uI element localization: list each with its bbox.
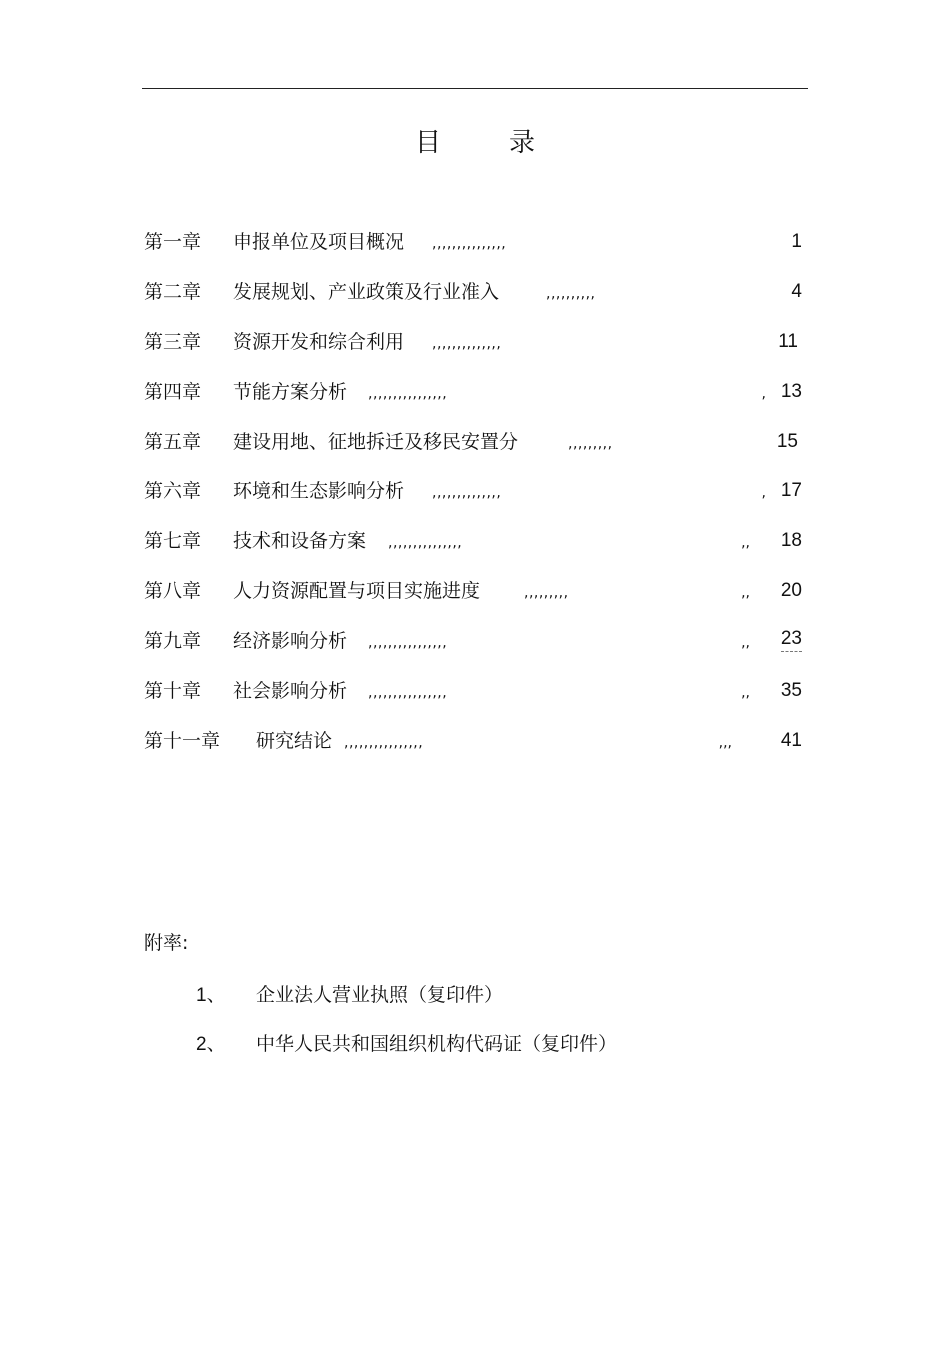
toc-page: 17 bbox=[780, 480, 802, 502]
toc-dots: ,,,,,,,,,, bbox=[546, 285, 596, 302]
appendix-item-text: 中华人民共和国组织机构代码证（复印件） bbox=[256, 1033, 618, 1055]
toc-leader: , bbox=[761, 385, 766, 402]
toc-chapter: 第十一章 bbox=[144, 729, 221, 752]
toc-dots: ,,,,,,,,, bbox=[568, 435, 613, 452]
toc-row[interactable] bbox=[144, 428, 806, 478]
toc-page: 15 bbox=[776, 430, 798, 452]
toc-leader: ,, bbox=[741, 585, 750, 602]
appendix-item-number: 2、 bbox=[196, 1034, 226, 1055]
toc-chapter: 第十章 bbox=[144, 680, 202, 703]
toc-row[interactable] bbox=[144, 378, 806, 428]
toc-leader: , bbox=[761, 485, 766, 502]
toc-dots: ,,,,,,,,,,,,,,, bbox=[432, 236, 507, 252]
toc-page: 20 bbox=[780, 580, 802, 602]
toc-row[interactable] bbox=[144, 727, 806, 777]
toc-page: 1 bbox=[791, 231, 802, 252]
toc-row[interactable] bbox=[144, 477, 806, 527]
toc-chapter: 第九章 bbox=[144, 630, 202, 653]
toc-chapter: 第三章 bbox=[144, 330, 202, 353]
toc-chapter: 第七章 bbox=[144, 530, 202, 553]
toc-row[interactable] bbox=[144, 577, 806, 627]
toc-leader: ,,, bbox=[718, 734, 732, 751]
toc-dots: ,,,,,,,,, bbox=[524, 585, 569, 602]
table-of-contents bbox=[144, 228, 806, 777]
toc-chapter: 第一章 bbox=[144, 231, 202, 253]
toc-page: 11 bbox=[778, 330, 798, 352]
toc-row[interactable] bbox=[144, 278, 806, 328]
toc-dots: ,,,,,,,,,,,,,,, bbox=[388, 535, 463, 552]
toc-dots: ,,,,,,,,,,,,,,,, bbox=[344, 734, 424, 751]
toc-chapter: 第二章 bbox=[144, 280, 202, 303]
toc-leader: ,, bbox=[741, 535, 750, 552]
toc-dots: ,,,,,,,,,,,,,,,, bbox=[368, 635, 448, 652]
toc-dots: ,,,,,,,,,,,,,, bbox=[432, 335, 502, 352]
toc-row[interactable] bbox=[144, 527, 806, 577]
toc-row[interactable] bbox=[144, 328, 806, 378]
toc-dots: ,,,,,,,,,,,,,,,, bbox=[368, 385, 448, 402]
toc-leader: ,, bbox=[741, 635, 750, 652]
toc-row[interactable] bbox=[144, 228, 806, 278]
toc-page: 4 bbox=[791, 280, 802, 302]
toc-row[interactable] bbox=[144, 677, 806, 727]
toc-title: 建设用地、征地拆迁及移民安置分 bbox=[233, 430, 519, 453]
toc-page: 23 bbox=[781, 627, 802, 652]
toc-title: 社会影响分析 bbox=[233, 680, 348, 703]
toc-title: 技术和设备方案 bbox=[233, 530, 367, 553]
toc-title: 研究结论 bbox=[256, 729, 333, 752]
toc-row[interactable] bbox=[144, 627, 806, 677]
toc-dots: ,,,,,,,,,,,,,,,, bbox=[368, 685, 448, 702]
toc-chapter: 第四章 bbox=[144, 380, 202, 403]
toc-page: 18 bbox=[780, 530, 802, 552]
toc-title: 申报单位及项目概况 bbox=[233, 231, 405, 253]
toc-title: 节能方案分析 bbox=[233, 380, 348, 403]
toc-page: 41 bbox=[780, 729, 802, 751]
page-title bbox=[0, 122, 950, 159]
toc-chapter: 第八章 bbox=[144, 580, 202, 603]
toc-dots: ,,,,,,,,,,,,,, bbox=[432, 485, 502, 502]
toc-title: 资源开发和综合利用 bbox=[233, 330, 405, 353]
toc-chapter: 第六章 bbox=[144, 480, 202, 503]
toc-title: 环境和生态影响分析 bbox=[233, 480, 405, 503]
toc-title: 人力资源配置与项目实施进度 bbox=[233, 580, 481, 603]
toc-page: 13 bbox=[780, 380, 802, 402]
title-char-1: 目 bbox=[414, 128, 441, 158]
toc-title: 经济影响分析 bbox=[233, 630, 348, 653]
appendix-label: 附率: bbox=[144, 932, 189, 954]
toc-page: 35 bbox=[780, 680, 802, 702]
appendix-item-number: 1、 bbox=[196, 985, 226, 1006]
title-char-2: 录 bbox=[509, 128, 536, 158]
toc-title: 发展规划、产业政策及行业准入 bbox=[233, 280, 500, 303]
header-rule bbox=[142, 88, 808, 89]
toc-chapter: 第五章 bbox=[144, 430, 202, 453]
appendix-item-text: 企业法人营业执照（复印件） bbox=[256, 984, 504, 1006]
toc-leader: ,, bbox=[741, 685, 750, 702]
